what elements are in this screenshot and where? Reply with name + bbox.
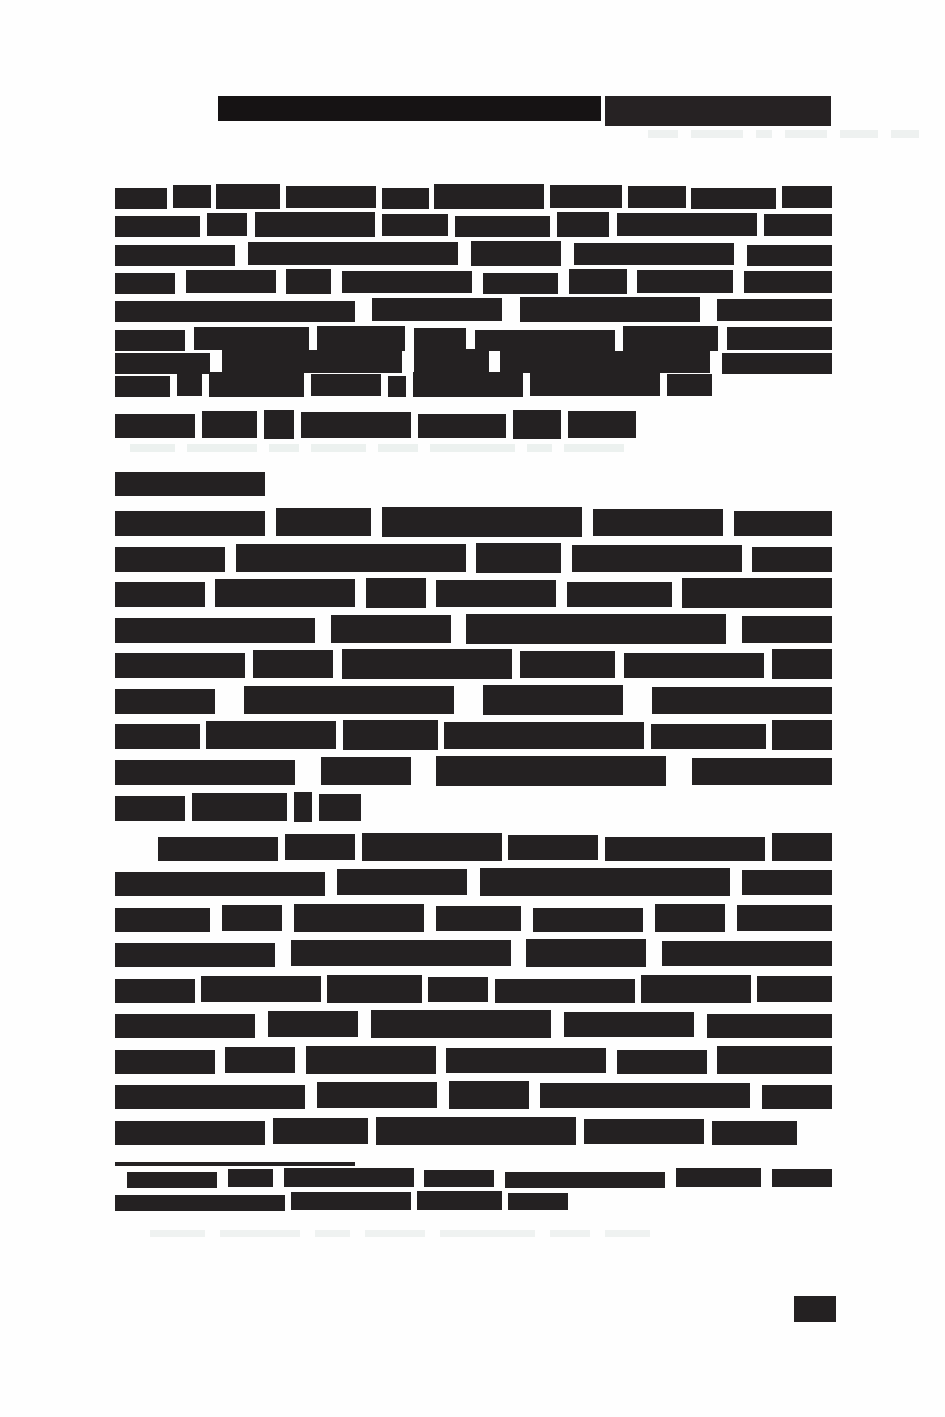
illegible-word-blob	[115, 547, 225, 572]
illegible-word-blob	[727, 327, 832, 350]
illegible-word-blob	[115, 1014, 255, 1038]
ghost-text-fragment	[220, 1230, 300, 1237]
illegible-word-blob	[376, 1117, 576, 1145]
illegible-word-blob	[483, 273, 558, 294]
ghost-text-fragment	[564, 444, 624, 452]
illegible-word-blob	[115, 653, 245, 678]
illegible-word-blob	[734, 511, 832, 536]
illegible-word-blob	[342, 271, 472, 293]
ghost-text-fragment	[527, 444, 552, 452]
illegible-word-blob	[418, 414, 506, 438]
illegible-word-blob	[382, 214, 448, 236]
illegible-word-blob	[268, 1011, 358, 1037]
illegible-word-blob	[115, 301, 355, 322]
illegible-word-blob	[294, 792, 312, 822]
illegible-word-blob	[244, 686, 454, 714]
illegible-word-blob	[236, 544, 466, 572]
illegible-word-blob	[444, 722, 644, 749]
section-label-box	[115, 472, 265, 496]
illegible-word-blob	[455, 216, 550, 237]
illegible-word-blob	[294, 904, 424, 932]
illegible-word-blob	[752, 547, 832, 572]
illegible-word-blob	[500, 351, 710, 373]
intro-paragraph-line-8	[115, 374, 719, 396]
illegible-word-blob	[115, 273, 175, 294]
illegible-word-blob	[691, 188, 776, 209]
illegible-word-blob	[434, 184, 544, 209]
illegible-word-blob	[291, 1192, 411, 1210]
illegible-word-blob	[291, 940, 511, 966]
ghost-text-fragment	[150, 1230, 205, 1237]
illegible-word-blob	[222, 350, 402, 373]
illegible-word-blob	[158, 837, 278, 861]
abstract-paragraph-line-5	[115, 651, 832, 678]
illegible-word-blob	[617, 1050, 707, 1074]
body-paragraph-line-9	[115, 1119, 805, 1144]
illegible-word-blob	[662, 941, 832, 966]
illegible-word-blob	[772, 1169, 832, 1187]
illegible-word-blob	[127, 1172, 217, 1188]
illegible-word-blob	[742, 616, 832, 643]
illegible-word-blob	[605, 837, 765, 861]
illegible-word-blob	[508, 835, 598, 860]
intro-paragraph-line-5	[115, 299, 832, 321]
footnote-ghost-echo	[150, 1230, 665, 1237]
illegible-word-blob	[717, 1046, 832, 1074]
ghost-text-fragment	[840, 130, 878, 138]
illegible-word-blob	[495, 979, 635, 1003]
illegible-word-blob	[483, 685, 623, 715]
illegible-word-blob	[764, 214, 832, 236]
illegible-word-blob	[567, 582, 672, 607]
abstract-paragraph-line-9	[115, 794, 368, 821]
ghost-text-fragment	[605, 1230, 650, 1237]
abstract-paragraph-line-7	[115, 722, 832, 749]
intro-paragraph-line-6	[115, 328, 832, 350]
illegible-word-blob	[273, 1118, 368, 1144]
illegible-word-blob	[343, 720, 438, 750]
illegible-word-blob	[436, 906, 521, 931]
illegible-word-blob	[692, 758, 832, 785]
illegible-word-blob	[115, 1195, 285, 1211]
intro-paragraph-line-2	[115, 214, 832, 236]
illegible-word-blob	[520, 651, 615, 678]
illegible-word-blob	[568, 411, 636, 438]
illegible-word-blob	[186, 270, 276, 293]
illegible-word-blob	[505, 1172, 665, 1188]
illegible-word-blob	[115, 979, 195, 1003]
illegible-word-blob	[337, 869, 467, 895]
illegible-word-blob	[471, 241, 561, 266]
illegible-word-blob	[526, 939, 646, 967]
illegible-word-blob	[371, 1010, 551, 1038]
illegible-word-blob	[228, 1169, 273, 1187]
illegible-word-blob	[513, 410, 561, 439]
abstract-paragraph-line-8	[115, 758, 832, 785]
abstract-paragraph-line-4	[115, 616, 832, 643]
footnote-text-line-2	[115, 1193, 574, 1210]
body-paragraph-line-8	[115, 1083, 832, 1108]
illegible-word-blob	[173, 185, 211, 208]
ghost-text-fragment	[365, 1230, 425, 1237]
illegible-word-blob	[253, 650, 333, 678]
illegible-word-blob	[372, 298, 502, 321]
footnote-rule	[115, 1162, 355, 1166]
illegible-word-blob	[508, 1193, 568, 1210]
illegible-word-blob	[115, 796, 185, 821]
illegible-word-blob	[557, 212, 609, 237]
illegible-word-blob	[772, 833, 832, 861]
illegible-word-blob	[115, 908, 210, 932]
running-head-right-bar	[605, 96, 831, 126]
illegible-word-blob	[637, 270, 733, 293]
abstract-paragraph-line-3	[115, 580, 832, 607]
illegible-word-blob	[115, 1050, 215, 1074]
illegible-word-blob	[342, 649, 512, 679]
illegible-word-blob	[255, 212, 375, 237]
illegible-word-blob	[569, 269, 627, 294]
illegible-word-blob	[574, 243, 734, 265]
illegible-word-blob	[667, 374, 712, 396]
illegible-word-blob	[520, 297, 700, 322]
illegible-word-blob	[413, 372, 523, 397]
body-paragraph-line-3	[115, 906, 832, 931]
intro-paragraph-line-4	[115, 271, 832, 293]
illegible-word-blob	[655, 904, 725, 932]
illegible-word-blob	[115, 188, 167, 209]
illegible-word-blob	[564, 1012, 694, 1037]
illegible-word-blob	[772, 649, 832, 679]
illegible-word-blob	[222, 905, 282, 931]
illegible-word-blob	[747, 245, 832, 266]
illegible-word-blob	[424, 1170, 494, 1187]
illegible-word-blob	[192, 793, 287, 821]
body-paragraph-line-4	[115, 941, 832, 966]
illegible-word-blob	[717, 299, 832, 321]
illegible-word-blob	[115, 245, 235, 266]
illegible-word-blob	[177, 373, 202, 396]
illegible-word-blob	[115, 1121, 265, 1145]
running-head-left-bar	[218, 96, 601, 121]
page-number	[794, 1296, 836, 1322]
ghost-text-fragment	[269, 444, 299, 452]
illegible-word-blob	[722, 353, 832, 374]
illegible-word-blob	[225, 1047, 295, 1073]
illegible-word-blob	[436, 756, 666, 786]
illegible-word-blob	[285, 834, 355, 860]
illegible-word-blob	[623, 326, 718, 351]
illegible-word-blob	[446, 1048, 606, 1073]
abstract-paragraph-line-1	[115, 509, 832, 536]
illegible-word-blob	[757, 976, 832, 1002]
illegible-word-blob	[202, 411, 257, 438]
illegible-word-blob	[319, 794, 361, 821]
footnote-text-line-1	[127, 1170, 832, 1187]
illegible-word-blob	[115, 1085, 305, 1109]
abstract-paragraph-line-2	[115, 545, 832, 572]
ghost-text-fragment	[785, 130, 827, 138]
illegible-word-blob	[115, 872, 325, 896]
illegible-word-blob	[436, 580, 556, 607]
illegible-word-blob	[321, 757, 411, 785]
illegible-word-blob	[382, 507, 582, 537]
intro-paragraph-line-7	[115, 351, 832, 373]
illegible-word-blob	[115, 582, 205, 607]
ghost-text-fragment	[130, 444, 175, 452]
illegible-word-blob	[540, 1083, 750, 1108]
illegible-word-blob	[617, 213, 757, 236]
illegible-word-blob	[414, 349, 489, 374]
illegible-word-blob	[115, 353, 210, 374]
ghost-text-fragment	[648, 130, 678, 138]
ghost-text-fragment	[311, 444, 366, 452]
illegible-word-blob	[215, 579, 355, 607]
intro-paragraph-line-1	[115, 186, 832, 208]
ghost-text-fragment	[891, 130, 919, 138]
illegible-word-blob	[201, 976, 321, 1002]
illegible-word-blob	[216, 184, 280, 209]
illegible-word-blob	[762, 1085, 832, 1109]
illegible-word-blob	[209, 372, 304, 397]
illegible-word-blob	[115, 414, 195, 438]
illegible-word-blob	[286, 186, 376, 208]
illegible-word-blob	[248, 242, 458, 265]
illegible-word-blob	[782, 186, 832, 208]
ghost-text-fragment	[187, 444, 257, 452]
illegible-word-blob	[115, 760, 295, 785]
illegible-word-blob	[284, 1168, 414, 1187]
byline-ghost-echo	[130, 444, 636, 452]
illegible-word-blob	[428, 977, 488, 1002]
illegible-word-blob	[466, 614, 726, 644]
illegible-word-blob	[276, 508, 371, 536]
illegible-word-blob	[682, 578, 832, 608]
illegible-word-blob	[317, 1082, 437, 1108]
ghost-text-fragment	[430, 444, 515, 452]
illegible-word-blob	[676, 1168, 761, 1187]
body-paragraph-line-5	[115, 977, 832, 1002]
illegible-word-blob	[475, 330, 615, 351]
ghost-text-fragment	[378, 444, 418, 452]
illegible-word-blob	[593, 509, 723, 536]
illegible-word-blob	[772, 720, 832, 750]
illegible-word-blob	[327, 975, 422, 1003]
illegible-word-blob	[115, 943, 275, 967]
illegible-word-blob	[286, 269, 331, 294]
illegible-word-blob	[115, 724, 200, 749]
illegible-word-blob	[624, 653, 764, 678]
illegible-word-blob	[651, 724, 766, 749]
illegible-word-blob	[115, 689, 215, 714]
illegible-word-blob	[584, 1119, 704, 1144]
illegible-word-blob	[572, 545, 742, 572]
body-paragraph-line-6	[115, 1012, 832, 1037]
illegible-word-blob	[530, 373, 660, 396]
illegible-word-blob	[417, 1191, 502, 1210]
illegible-word-blob	[207, 213, 247, 236]
byline-line-line-1	[115, 412, 643, 438]
illegible-word-blob	[742, 870, 832, 895]
illegible-word-blob	[628, 186, 686, 208]
body-paragraph-line-7	[115, 1048, 832, 1073]
illegible-word-blob	[115, 330, 185, 351]
ghost-text-fragment	[691, 130, 743, 138]
illegible-word-blob	[449, 1081, 529, 1109]
illegible-word-blob	[366, 578, 426, 608]
ghost-text-fragment	[756, 130, 772, 138]
intro-paragraph-line-3	[115, 243, 832, 265]
illegible-word-blob	[550, 185, 622, 208]
illegible-word-blob	[115, 216, 200, 237]
illegible-word-blob	[707, 1014, 832, 1038]
illegible-word-blob	[317, 326, 405, 351]
body-paragraph-line-1	[158, 835, 832, 860]
illegible-word-blob	[652, 687, 832, 714]
illegible-word-blob	[480, 868, 730, 896]
illegible-word-blob	[737, 905, 832, 931]
abstract-paragraph-line-6	[115, 687, 832, 714]
illegible-word-blob	[331, 615, 451, 643]
running-head-ghost-echo	[648, 130, 932, 138]
illegible-word-blob	[115, 618, 315, 643]
illegible-word-blob	[414, 328, 466, 350]
ghost-text-fragment	[315, 1230, 350, 1237]
illegible-word-blob	[641, 975, 751, 1003]
ghost-text-fragment	[440, 1230, 535, 1237]
illegible-word-blob	[712, 1121, 797, 1145]
illegible-word-blob	[306, 1046, 436, 1074]
illegible-word-blob	[744, 271, 832, 293]
illegible-word-blob	[301, 412, 411, 438]
illegible-word-blob	[115, 376, 170, 397]
illegible-word-blob	[311, 374, 381, 396]
illegible-word-blob	[476, 543, 561, 573]
illegible-word-blob	[194, 327, 309, 350]
illegible-word-blob	[388, 376, 406, 397]
illegible-word-blob	[206, 721, 336, 749]
body-paragraph-line-2	[115, 870, 832, 895]
illegible-word-blob	[362, 833, 502, 861]
ghost-text-fragment	[550, 1230, 590, 1237]
illegible-word-blob	[115, 511, 265, 536]
illegible-word-blob	[264, 410, 294, 439]
illegible-word-blob	[382, 188, 429, 209]
illegible-word-blob	[533, 908, 643, 932]
